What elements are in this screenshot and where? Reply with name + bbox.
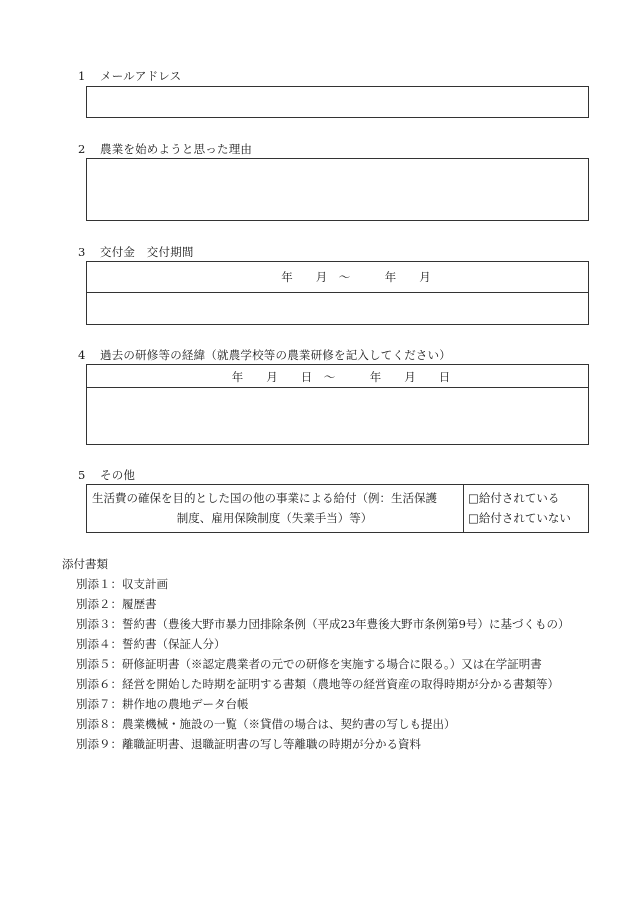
grant-period-field[interactable]: [87, 293, 588, 324]
benefits-question-line-2: 制度、雇用保険制度（失業手当）等）: [176, 511, 373, 525]
attachment-item-2: 別添２：履歴書: [76, 597, 157, 611]
section-3-heading: [78, 244, 194, 260]
attachment-item-3: 別添３：誓約書（豊後大野市暴力団排除条例（平成23年豊後大野市条例第9号）に基づくもの）: [76, 617, 570, 631]
section-2-heading: [78, 141, 252, 157]
attachment-item-4: 別添４：誓約書（保証人分）: [76, 637, 226, 651]
benefits-question-line-1: 生活費の確保を目的とした国の他の事業による給付（例：生活保護: [92, 491, 437, 505]
reason-field[interactable]: [86, 158, 589, 221]
training-history-field[interactable]: [87, 388, 588, 444]
section-3-title: 交付金 交付期間: [100, 245, 194, 259]
section-4-heading: [78, 347, 451, 363]
section-4-number: 4: [78, 348, 86, 362]
section-3-number: 3: [78, 245, 86, 259]
attachments-title: 添付書類: [62, 557, 108, 571]
attachment-item-5: 別添５：研修証明書（※認定農業者の元での研修を実施する場合に限る。）又は在学証明書: [76, 657, 542, 671]
section-2-title: 農業を始めようと思った理由: [100, 142, 253, 156]
attachment-item-7: 別添７：耕作地の農地データ台帳: [76, 697, 249, 711]
section-5-title: その他: [100, 468, 136, 482]
attachment-item-1: 別添１：収支計画: [76, 577, 168, 591]
attachment-item-9: 別添９：離職証明書、退職証明書の写し等離職の時期が分かる資料: [76, 737, 421, 751]
training-period-dates: 年 月 日 ～ 年 月 日: [231, 370, 451, 384]
attachment-item-6: 別添６：経営を開始した時期を証明する書類（農地等の経営資産の取得時期が分かる書類等）: [76, 677, 559, 691]
section-2-number: 2: [78, 142, 86, 156]
other-benefits-column-divider: [463, 484, 464, 533]
benefit-not-received-checkbox[interactable]: □給付されていない: [468, 511, 571, 525]
section-4-title: 過去の研修等の経緯（就農学校等の農業研修を記入してください）: [100, 348, 451, 362]
section-1-heading: [78, 68, 181, 84]
email-field[interactable]: [86, 86, 589, 118]
section-1-title: メールアドレス: [100, 69, 182, 83]
grant-period-dates: 年 月 ～ 年 月: [281, 270, 431, 284]
benefit-received-checkbox[interactable]: □給付されている: [468, 491, 560, 505]
attachment-item-8: 別添８：農業機械・施設の一覧（※貸借の場合は、契約書の写しも提出）: [76, 717, 456, 731]
section-5-heading: [78, 467, 135, 483]
section-1-number: 1: [78, 69, 86, 83]
section-5-number: 5: [78, 468, 86, 482]
